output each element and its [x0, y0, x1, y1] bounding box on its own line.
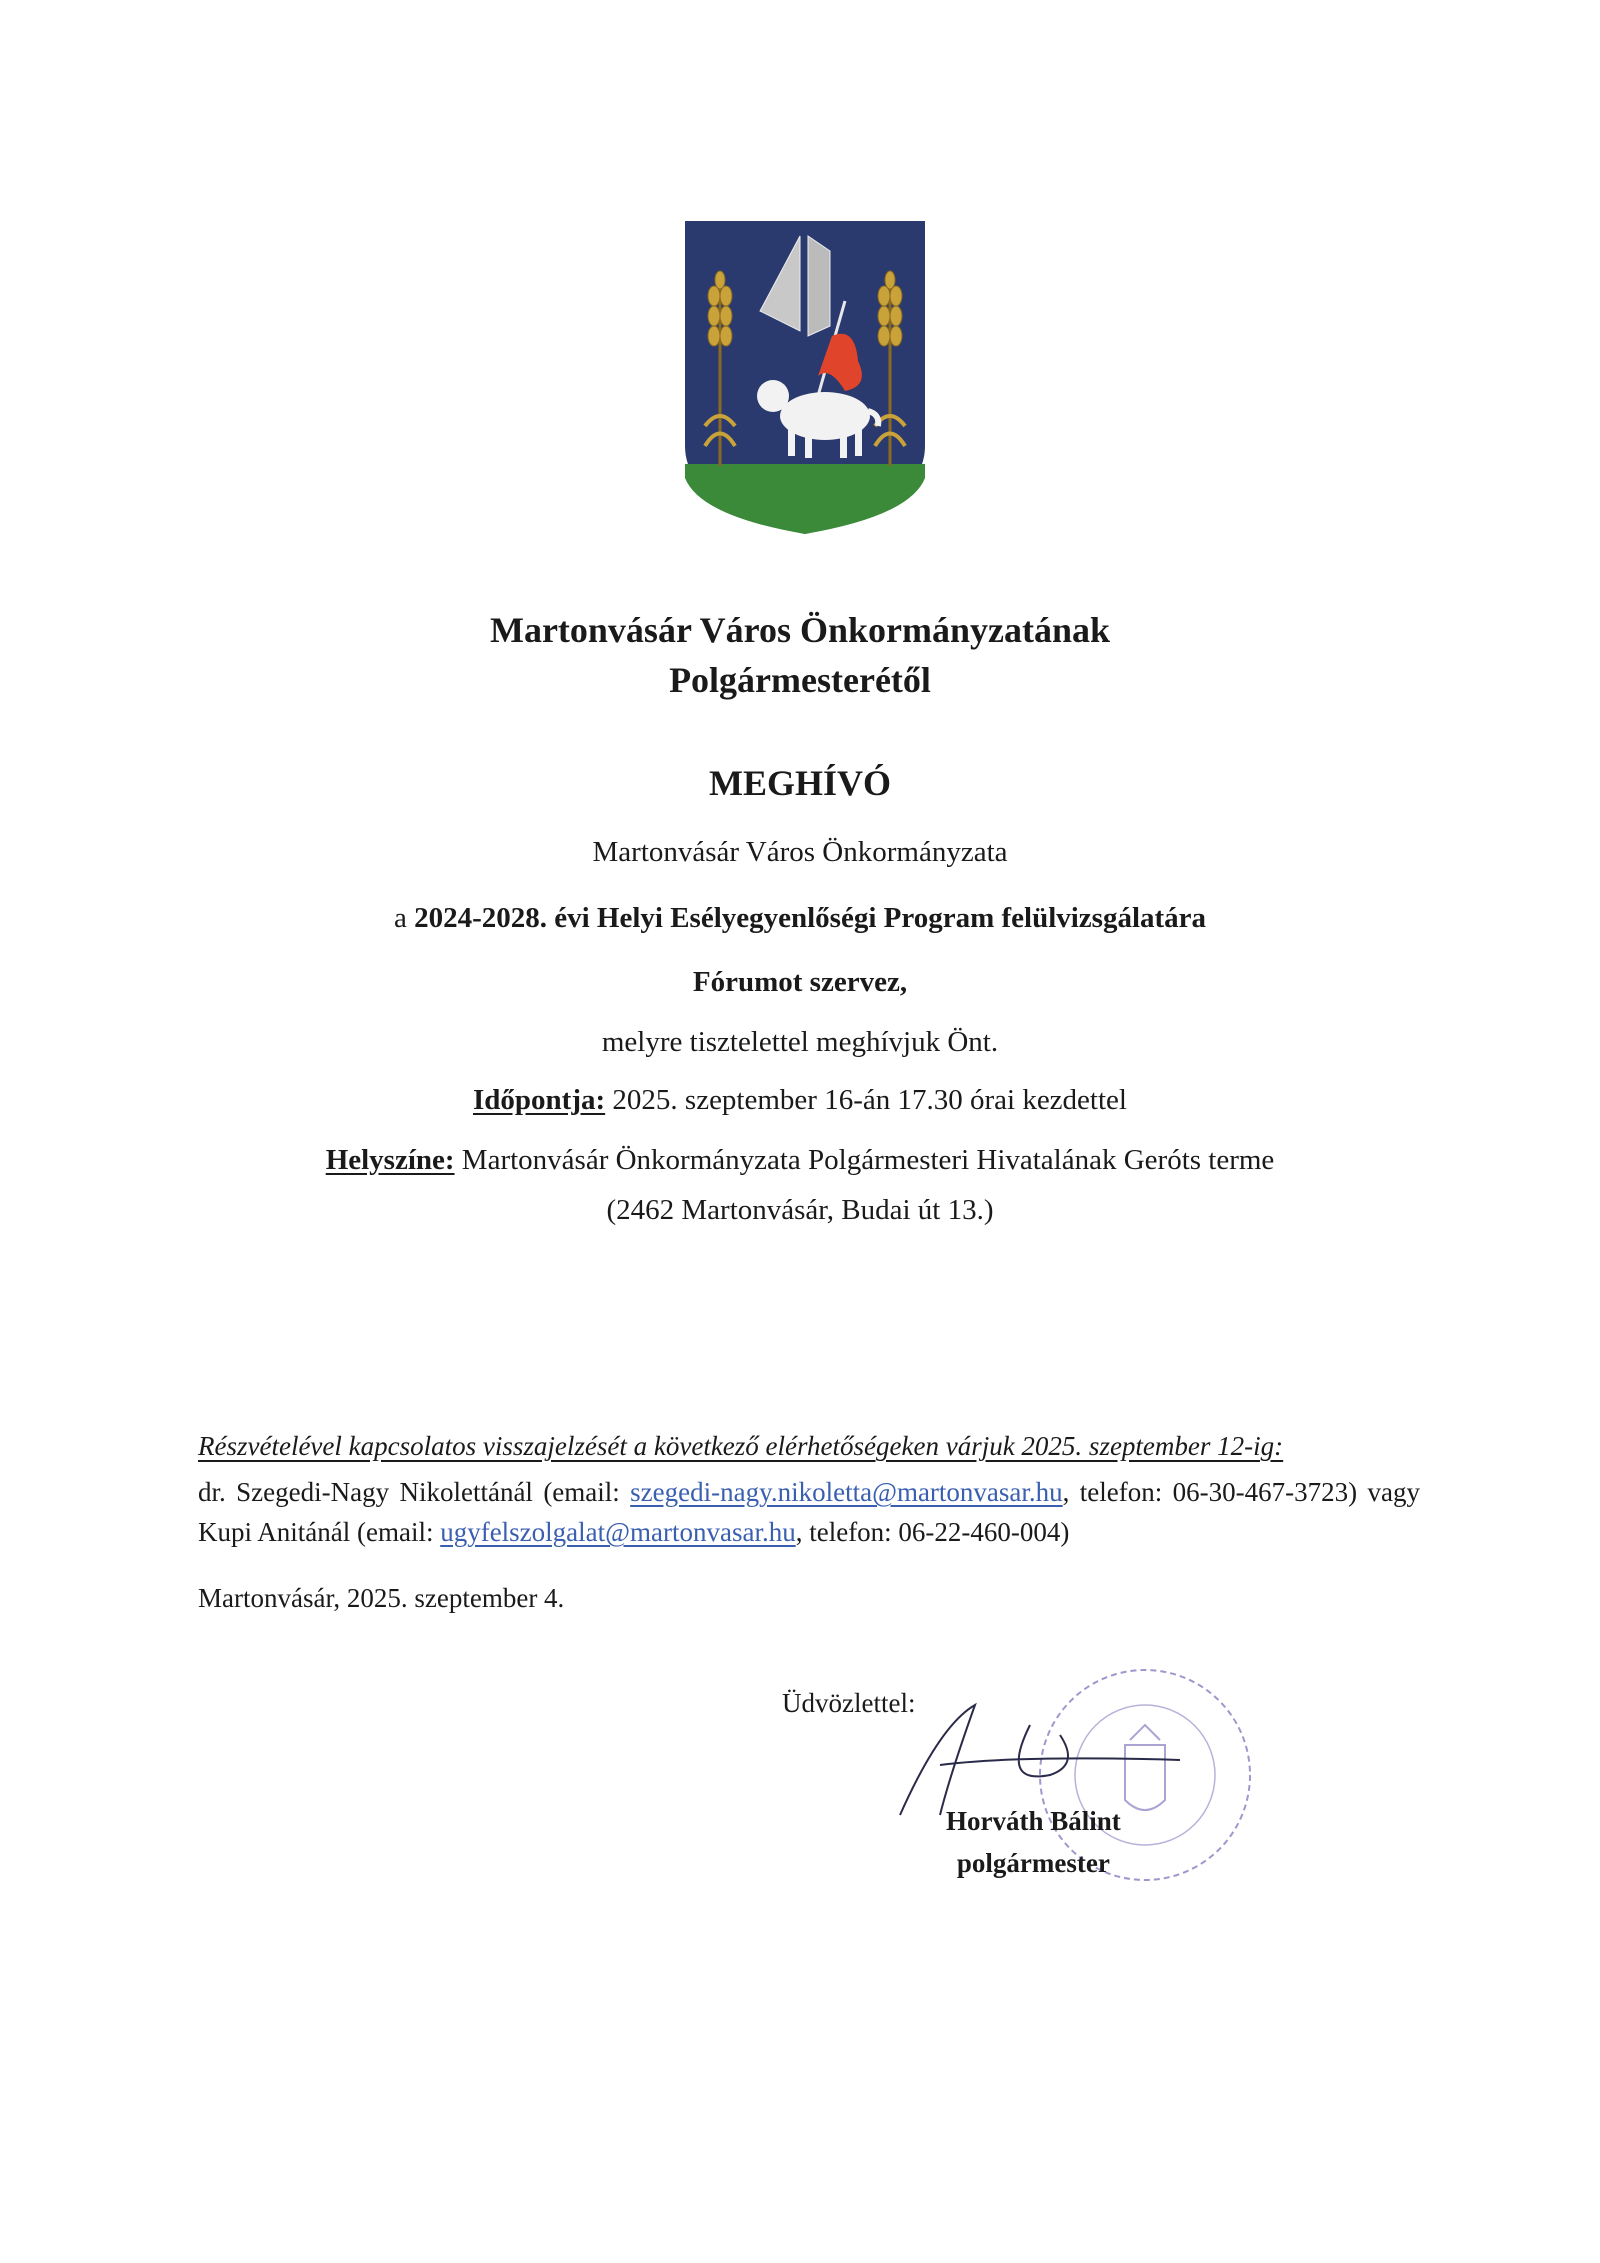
issuer-line-1: Martonvásár Város Önkormányzatának — [489, 610, 1111, 650]
contact-details — [198, 1472, 1420, 1552]
forum-line: Fórumot szervez, — [692, 966, 908, 998]
greeting: Üdvözlettel: — [782, 1688, 916, 1718]
invite-line: melyre tisztelettel meghívjuk Önt. — [601, 1026, 999, 1058]
place-label: Helyszíne: — [325, 1144, 455, 1176]
time-line — [0, 1080, 1600, 1120]
contact-text-1: dr. Szegedi-Nagy Nikolettánál (email: — [198, 1477, 631, 1507]
signatory — [946, 1800, 1121, 1884]
time-label: Időpontja: — [473, 1084, 606, 1116]
place-value: Martonvásár Önkormányzata Polgármesteri Hivatalának Geróts terme — [454, 1144, 1275, 1176]
signatory-name: Horváth Bálint — [946, 1806, 1121, 1836]
program-title: 2024-2028. évi Helyi Esélyegyenlőségi Program felülvizsgálatára — [414, 902, 1207, 934]
contact-text-2: , telefon: 06-30-467-3723) vagy Kupi Anitánál (email: — [198, 1477, 1420, 1547]
place-line — [0, 1140, 1600, 1180]
email-link-2[interactable]: ugyfelszolgalat@martonvasar.hu — [440, 1517, 796, 1547]
signatory-role: polgármester — [956, 1848, 1110, 1878]
email-link-1[interactable]: szegedi-nagy.nikoletta@martonvasar.hu — [630, 1477, 1063, 1507]
program-line — [0, 898, 1600, 938]
organizer: Martonvásár Város Önkormányzata — [592, 836, 1008, 868]
document-title: MEGHÍVÓ — [708, 763, 891, 803]
address-line: (2462 Martonvásár, Budai út 13.) — [606, 1194, 994, 1226]
time-value: 2025. szeptember 16-án 17.30 órai kezdettel — [605, 1084, 1127, 1116]
date-place: Martonvásár, 2025. szeptember 4. — [198, 1583, 565, 1613]
issuer-line-2: Polgármesterétől — [669, 660, 931, 700]
coat-of-arms-icon — [680, 216, 930, 546]
rsvp-intro: Részvételével kapcsolatos visszajelzését a következő elérhetőségeken várjuk 2025. szeptember 12-ig: — [198, 1431, 1284, 1461]
program-prefix: a — [393, 902, 415, 934]
contact-text-3: , telefon: 06-22-460-004) — [795, 1517, 1070, 1547]
